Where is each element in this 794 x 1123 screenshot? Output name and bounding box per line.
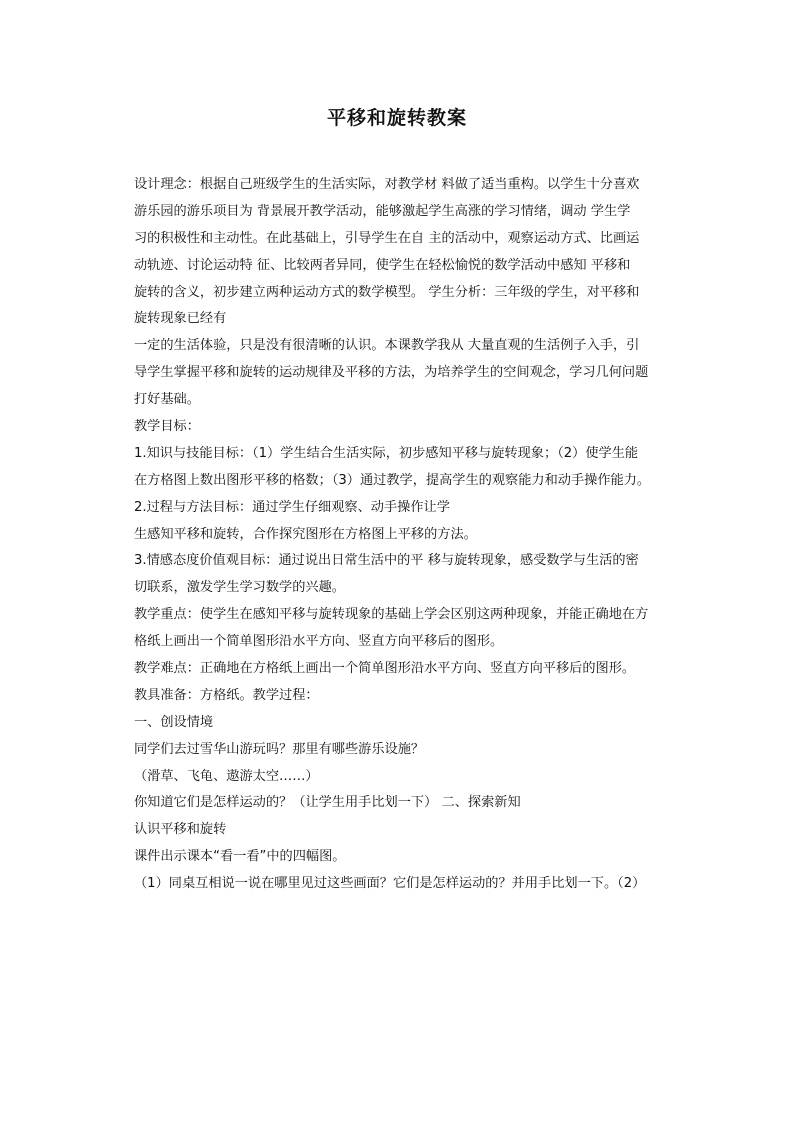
text-line: 一定的生活体验，只是没有很清晰的认识。本课教学我从 大量直观的生活例子入手，引	[134, 338, 640, 354]
text-line: 教具准备：方格纸。教学过程：	[134, 687, 319, 703]
text-line: 同学们去过雪华山游玩吗？那里有哪些游乐设施？	[134, 741, 425, 757]
text-line: 打好基础。	[134, 392, 200, 408]
text-line: 课件出示课本“看一看”中的四幅图。	[134, 849, 346, 865]
text-line: 教学难点：正确地在方格纸上画出一个简单图形沿水平方向、竖直方向平移后的图形。	[134, 661, 636, 677]
text-line: 2.过程与方法目标：通过学生仔细观察、动手操作让学	[134, 499, 450, 515]
text-line: 导学生掌握平移和旋转的运动规律及平移的方法，为培养学生的空间观念，学习几何问题	[134, 365, 649, 381]
text-line: 切联系，激发学生学习数学的兴趣。	[134, 580, 345, 596]
text-line: 1.知识与技能目标：（1）学生结合生活实际，初步感知平移与旋转现象；（2）使学生能	[134, 445, 639, 461]
text-line: 习的积极性和主动性。在此基础上，引导学生在自 主的活动中，观察运动方式、比画运	[134, 230, 640, 246]
section-heading: 教学目标：	[134, 419, 200, 435]
text-line: 旋转的含义，初步建立两种运动方式的数学模型。 学生分析：三年级的学生，对平移和	[134, 284, 640, 300]
text-line: （滑草、飞龟、遨游太空……）	[134, 768, 319, 784]
text-line: （1）同桌互相说一说在哪里见过这些画面？它们是怎样运动的？并用手比划一下。（2）	[134, 876, 646, 892]
text-line: 教学重点：使学生在感知平移与旋转现象的基础上学会区别这两种现象，并能正确地在方	[134, 607, 649, 623]
text-line: 动轨迹、讨论运动特 征、比较两者异同，使学生在轻松愉悦的数学活动中感知 平移和	[134, 257, 631, 273]
text-line: 在方格图上数出图形平移的格数；（3）通过教学，提高学生的观察能力和动手操作能力。	[134, 472, 651, 488]
text-line: 设计理念：根据自己班级学生的生活实际，对教学材 料做了适当重构。以学生十分喜欢	[134, 177, 640, 192]
text-line: 生感知平移和旋转，合作探究图形在方格图上平移的方法。	[134, 526, 477, 542]
document-title: 平移和旋转教案	[326, 107, 467, 129]
section-heading: 一、创设情境	[134, 714, 214, 730]
text-line: 认识平移和旋转	[134, 822, 227, 838]
text-line: 你知道它们是怎样运动的？（让学生用手比划一下） 二、探索新知	[134, 795, 521, 811]
text-line: 旋转现象已经有	[134, 311, 227, 327]
text-line: 游乐园的游乐项目为 背景展开教学活动，能够激起学生高涨的学习情绪，调动 学生学	[134, 203, 631, 219]
text-line: 格纸上画出一个简单图形沿水平方向、竖直方向平移后的图形。	[134, 634, 504, 650]
text-line: 3.情感态度价值观目标：通过说出日常生活中的平 移与旋转现象，感受数学与生活的密	[134, 553, 639, 569]
document-body	[134, 172, 682, 898]
